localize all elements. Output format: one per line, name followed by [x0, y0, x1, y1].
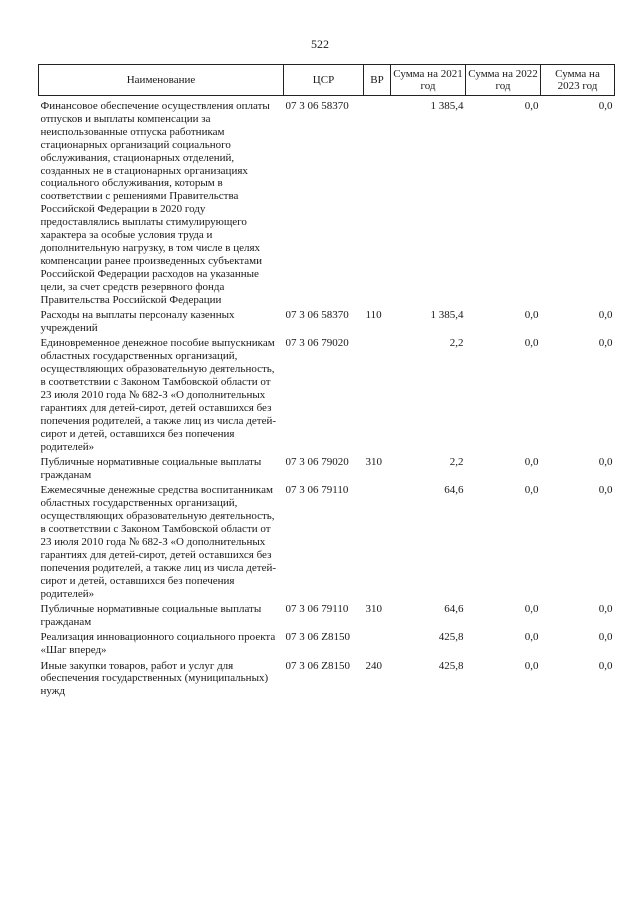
row-sum-2023: 0,0	[598, 602, 613, 615]
row-vr: 310	[365, 602, 382, 615]
row-name: Иные закупки товаров, работ и услуг для обеспечения государственных (муниципальных) нужд	[40, 659, 269, 698]
row-name: Реализация инновационного социального проекта «Шаг вперед»	[40, 631, 276, 657]
row-csr: 07 3 06 Z8150	[285, 631, 350, 644]
row-csr: 07 3 06 79110	[285, 602, 349, 615]
row-sum-2021: 64,6	[444, 484, 464, 497]
row-sum-2023: 0,0	[598, 309, 613, 321]
page-number: 522	[311, 37, 329, 51]
row-vr	[364, 631, 391, 659]
table-row	[39, 337, 615, 456]
row-csr: 07 3 06 79020	[285, 455, 349, 468]
row-sum-2021: 1 385,4	[430, 100, 464, 112]
row-csr: 07 3 06 58370	[285, 100, 349, 112]
header-sum-2022: Сумма на 2022 год	[466, 65, 541, 96]
row-sum-2022: 0,0	[524, 309, 539, 321]
row-csr: 07 3 06 79110	[285, 484, 349, 497]
row-sum-2021: 425,8	[438, 659, 464, 672]
table-row	[39, 603, 615, 631]
table-row	[39, 456, 615, 484]
header-name: Наименование	[39, 65, 284, 96]
row-sum-2022: 0,0	[524, 100, 539, 112]
header-sum-2021: Сумма на 2021 год	[391, 65, 466, 96]
budget-table	[38, 64, 615, 701]
row-sum-2022: 0,0	[524, 659, 539, 672]
row-sum-2023: 0,0	[598, 484, 613, 497]
header-vr: ВР	[364, 65, 391, 96]
row-csr: 07 3 06 Z8150	[285, 659, 350, 672]
row-csr: 07 3 06 79020	[285, 337, 349, 350]
row-name: Ежемесячные денежные средства воспитанникам областных государственных организаций, осуществляющих образовательную деятельность, в соответствии с Законом Тамбовской области от 23 июля 2010 года № 682-З «О дополнительных гарантиях для детей-сирот, детей оставшихся без попечения родителей, а также лиц из числа детей-сирот и детей, оставшихся без попечения родителей»	[40, 484, 277, 600]
table-row	[39, 631, 615, 659]
row-sum-2023: 0,0	[598, 455, 613, 468]
row-name: Единовременное денежное пособие выпускникам областных государственных организаций, осуществляющих образовательную деятельность, в соответствии с Законом Тамбовской области от 23 июля 2010 года № 682-З «О дополнительных гарантиях для детей-сирот, детей оставшихся без попечения родителей, а также лиц из числа детей-сирот и детей, оставшихся без попечения родителей»	[40, 337, 277, 453]
row-sum-2022: 0,0	[524, 484, 539, 497]
row-sum-2022: 0,0	[524, 631, 539, 644]
table-header	[39, 65, 615, 96]
row-name: Публичные нормативные социальные выплаты гражданам	[40, 455, 262, 481]
row-vr: 240	[365, 659, 382, 672]
row-csr: 07 3 06 58370	[285, 309, 349, 321]
row-sum-2021: 64,6	[444, 602, 464, 615]
row-sum-2022: 0,0	[524, 455, 539, 468]
table-row	[39, 660, 615, 701]
row-vr: 110	[365, 309, 382, 321]
header-sum-2023: Сумма на 2023 год	[541, 65, 615, 96]
row-name: Расходы на выплаты персоналу казенных учреждений	[40, 309, 235, 334]
row-name: Финансовое обеспечение осуществления оплаты отпусков и выплаты компенсации за неиспользованные отпуска работникам стационарных организаций социального обслуживания, стационарных отделений, созданных не в стационарных организациях социального обслуживания, которым в соответствии с решениями Правительства Российской Федерации в 2020 году предоставлялись выплаты стимулирующего характера за особые условия труда и дополнительную нагрузку, в том числе в целях компенсации ранее произведенных субъектами Российской Федерации расходов на указанные цели, за счет средств резервного фонда Правительства Российской Федерации	[40, 100, 270, 306]
row-sum-2022: 0,0	[524, 337, 539, 350]
table-row	[39, 484, 615, 603]
row-sum-2023: 0,0	[598, 631, 613, 644]
row-vr: 310	[365, 455, 382, 468]
row-sum-2023: 0,0	[598, 659, 613, 672]
row-sum-2023: 0,0	[598, 337, 613, 350]
table-row	[39, 309, 615, 337]
row-sum-2021: 2,2	[449, 337, 464, 350]
table-row	[39, 96, 615, 310]
row-name: Публичные нормативные социальные выплаты гражданам	[40, 602, 262, 628]
header-csr: ЦСР	[284, 65, 364, 96]
row-vr	[364, 96, 391, 310]
row-sum-2021: 425,8	[438, 631, 464, 644]
row-sum-2022: 0,0	[524, 602, 539, 615]
row-sum-2021: 2,2	[449, 455, 464, 468]
row-vr	[364, 337, 391, 456]
row-vr	[364, 484, 391, 603]
row-sum-2023: 0,0	[598, 100, 613, 112]
row-sum-2021: 1 385,4	[430, 309, 464, 321]
